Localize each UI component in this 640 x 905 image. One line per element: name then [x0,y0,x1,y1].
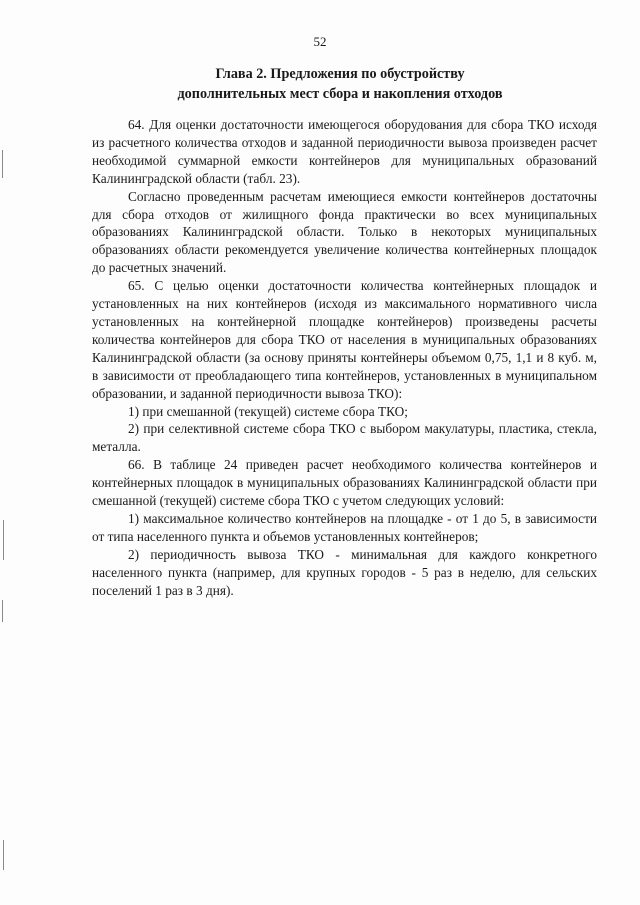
scan-mark [3,520,4,560]
list-item-selective-system: 2) при селективной системе сбора ТКО с выбором макулатуры, пластика, стекла, металла. [92,421,597,455]
scan-mark [3,840,4,870]
scan-mark [2,150,3,178]
list-item-mixed-system: 1) при смешанной (текущей) системе сбора ТКО; [128,403,408,419]
body-text [92,116,597,599]
paragraph-65: 65. С целью оценки достаточности количества контейнерных площадок и установленных на них контейнеров (исходя из максимального нормативного числа установленных на контейнерной площадке контейнеров) произведены расчеты количества контейнеров для сбора ТКО от населения в муниципальных образованиях Калининградской области (за основу приняты контейнеры объемом 0,75, 1,1 и 8 куб. м, в зависимости от преобладающего типа контейнеров, установленных в муниципальном образовании, и заданной периодичности вывоза ТКО): [92,278,597,401]
page-number: 52 [313,34,327,49]
chapter-heading [90,64,590,104]
chapter-heading-line-2: дополнительных мест сбора и накопления отходов [177,86,503,102]
scan-mark [2,600,3,622]
paragraph-66: 66. В таблице 24 приведен расчет необходимого количества контейнеров и контейнерных площадок в муниципальных образованиях Калининградской области при смешанной (текущей) системе сбора ТКО с учетом следующих условий: [92,457,597,509]
paragraph-64: 64. Для оценки достаточности имеющегося оборудования для сбора ТКО исходя из расчетного количества отходов и заданной периодичности вывоза произведен расчет необходимой суммарной емкости контейнеров для муниципальных образований Калининградской области (табл. 23). [92,117,597,186]
paragraph-calculation-result: Согласно проведенным расчетам имеющиеся емкости контейнеров достаточны для сбора отходов от жилищного фонда практически во всех муниципальных образованиях Калининградской области. Только в некоторых муниципальных образованиях области рекомендуется увеличение количества контейнерных площадок до расчетных значений. [92,188,597,276]
condition-collection-frequency: 2) периодичность вывоза ТКО - минимальная для каждого конкретного населенного пункта (например, для крупных городов - 5 раз в неделю, для сельских поселений 1 раз в 3 дня). [92,546,597,598]
chapter-heading-line-1: Глава 2. Предложения по обустройству [215,66,465,82]
condition-max-containers: 1) максимальное количество контейнеров на площадке - от 1 до 5, в зависимости от типа населенного пункта и объемов установленных контейнеров; [92,510,597,544]
